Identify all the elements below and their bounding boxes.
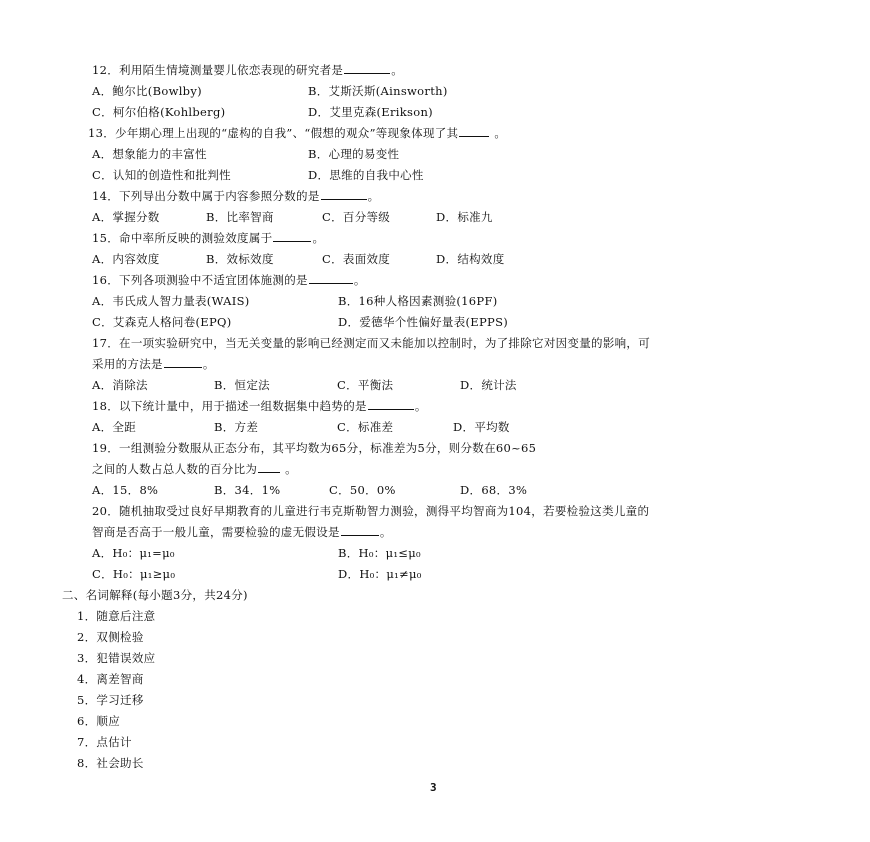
option-c: C．50．0% [329,483,396,497]
question-tail: 。 [494,126,507,140]
question-stem: 13．少年期心理上出现的“虚构的自我”、“假想的观众”等现象体现了其 [88,126,459,140]
question-tail: 。 [285,462,297,476]
option-d: D．思维的自我中心性 [308,168,424,182]
answer-blank [344,62,390,74]
question-20-options-row1 [0,545,870,561]
option-c: C．柯尔伯格(Kohlberg) [92,105,226,119]
question-13-options-row2 [0,167,870,183]
question-17-line2 [92,356,215,372]
option-a: A．掌握分数 [92,210,160,224]
question-16-options-row1 [0,293,870,309]
answer-blank [258,461,280,473]
term-item: 5．学习迁移 [77,693,144,707]
answer-blank [368,398,414,410]
option-d: D．结构效度 [436,252,505,266]
question-12 [92,62,403,78]
answer-blank [459,125,489,137]
option-c: C．标准差 [337,420,394,434]
question-tail: 。 [391,63,404,77]
question-stem-line1: 17．在一项实验研究中，当无关变量的影响已经测定而又未能加以控制时，为了排除它对因变量的影响，可 [92,336,651,350]
option-c: C．平衡法 [337,378,394,392]
question-stem: 12．利用陌生情境测量婴儿依恋表现的研究者是 [92,63,344,77]
question-stem: 16．下列各项测验中不适宜团体施测的是 [92,273,308,287]
term-item: 7．点估计 [77,735,132,749]
option-c: C．H₀：μ₁≥μ₀ [92,567,176,581]
option-d: D．爱德华个性偏好量表(EPPS) [338,315,509,329]
page-number: 3 [430,781,437,794]
question-stem-line2: 之间的人数占总人数的百分比为 [92,462,258,476]
option-b: B．艾斯沃斯(Ainsworth) [308,84,448,98]
question-tail: 。 [367,189,380,203]
question-12-options-row2 [0,104,870,120]
question-20-line2 [92,524,392,540]
question-20-options-row2 [0,566,870,582]
question-20 [92,503,649,519]
question-15-options [0,251,870,267]
question-tail: 。 [414,399,427,413]
option-a: A．消除法 [92,378,148,392]
option-d: D．标准九 [436,210,493,224]
option-b: B．34．1% [214,483,281,497]
question-tail: 。 [379,525,392,539]
option-a: A．H₀：μ₁=μ₀ [92,546,175,560]
option-a: A．15．8% [92,483,159,497]
answer-blank [341,524,379,536]
term-item: 4．离差智商 [77,672,144,686]
question-17 [92,335,650,351]
question-15 [92,230,324,246]
option-b: B．H₀：μ₁≤μ₀ [338,546,421,560]
question-17-options [0,377,870,393]
question-16 [92,272,366,288]
question-stem: 15．命中率所反映的测验效度属于 [92,231,273,245]
option-c: C．百分等级 [322,210,391,224]
answer-blank [309,272,353,284]
question-19-options [0,482,870,498]
question-18-options [0,419,870,435]
option-d: D．统计法 [460,378,517,392]
question-19 [92,440,536,456]
question-14-options [0,209,870,225]
question-stem-line1: 20．随机抽取受过良好早期教育的儿童进行韦克斯勒智力测验，测得平均智商为104，若要检验这类儿童的 [92,504,650,518]
term-item: 8．社会助长 [77,756,144,770]
question-18 [92,398,427,414]
option-d: D．平均数 [453,420,510,434]
option-a: A．全距 [92,420,137,434]
term-item: 1．随意后注意 [77,609,156,623]
question-stem-line1: 19．一组测验分数服从正态分布，其平均数为65分，标准差为5分，则分数在60~65 [92,441,537,455]
term-item: 2．双侧检验 [77,630,144,644]
question-stem: 18．以下统计量中，用于描述一组数据集中趋势的是 [92,399,367,413]
answer-blank [164,356,202,368]
question-13 [88,125,506,141]
option-d: D．68．3% [460,483,528,497]
answer-blank [273,230,311,242]
question-19-line2 [92,461,297,477]
option-b: B．方差 [214,420,259,434]
option-d: D．艾里克森(Erikson) [308,105,433,119]
option-a: A．鲍尔比(Bowlby) [92,84,202,98]
question-stem: 14．下列导出分数中属于内容参照分数的是 [92,189,320,203]
question-14 [92,188,379,204]
option-b: B．效标效度 [206,252,274,266]
term-item: 3．犯错误效应 [77,651,156,665]
option-a: A．内容效度 [92,252,160,266]
option-b: B．恒定法 [214,378,270,392]
option-c: C．表面效度 [322,252,391,266]
question-16-options-row2 [0,314,870,330]
option-b: B．16种人格因素测验(16PF) [338,294,498,308]
section-heading: 二、名词解释(每小题3分，共24分) [62,588,248,602]
question-tail: 。 [353,273,366,287]
option-c: C．艾森克人格问卷(EPQ) [92,315,232,329]
question-stem-line2: 采用的方法是 [92,357,163,371]
question-13-options-row1 [0,146,870,162]
option-b: B．心理的易变性 [308,147,400,161]
option-a: A．韦氏成人智力量表(WAIS) [92,294,250,308]
question-12-options-row1 [0,83,870,99]
answer-blank [321,188,367,200]
option-b: B．比率智商 [206,210,274,224]
question-tail: 。 [202,357,215,371]
option-c: C．认知的创造性和批判性 [92,168,231,182]
term-item: 6．顺应 [77,714,121,728]
question-tail: 。 [312,231,325,245]
option-a: A．想象能力的丰富性 [92,147,207,161]
question-stem-line2: 智商是否高于一般儿童，需要检验的虚无假设是 [92,525,340,539]
option-d: D．H₀：μ₁≠μ₀ [338,567,422,581]
